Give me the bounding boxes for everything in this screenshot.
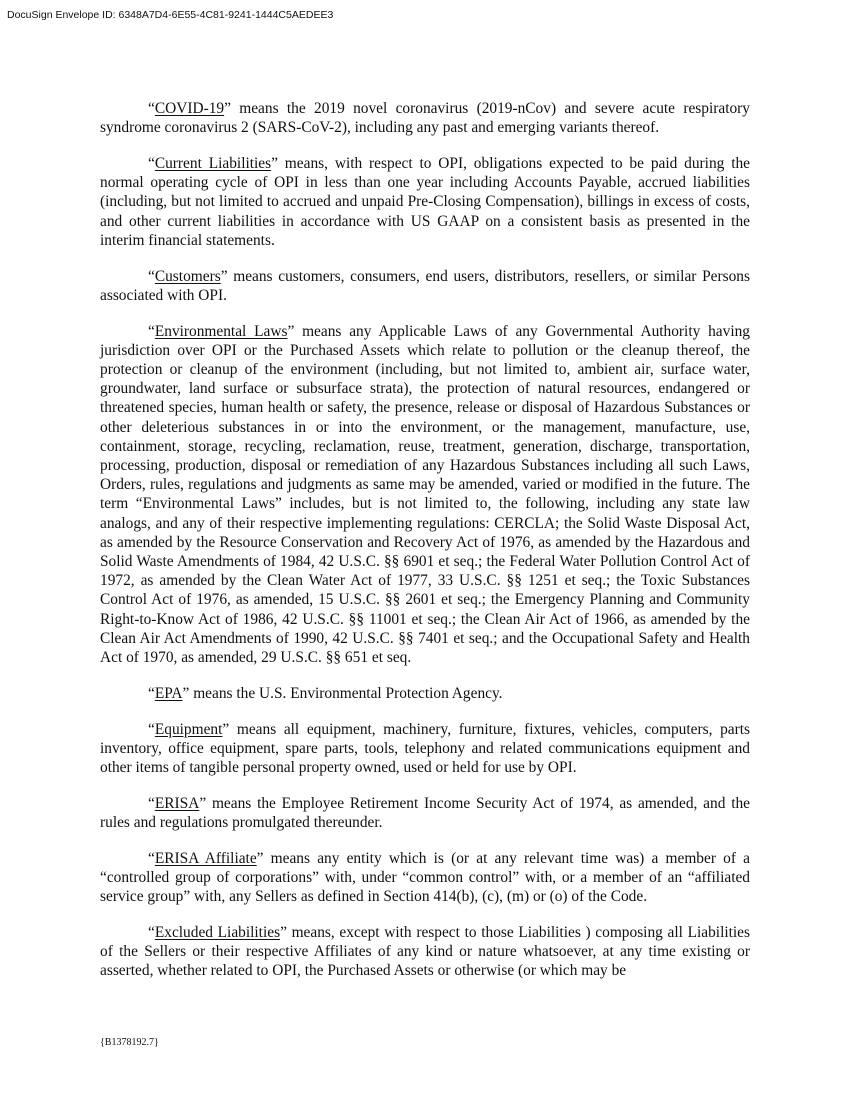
definition-text: ” means the 2019 novel coronavirus (2019-nCov) and severe acute respiratory syndrome coronavirus 2 (SARS-CoV-2), including any past and emerging variants thereof. xyxy=(100,100,750,137)
open-quote: “ xyxy=(148,684,155,702)
defined-term: Current Liabilities xyxy=(154,155,272,172)
definition-text: ” means customers, consumers, end users, distributors, resellers, or similar Persons associated with OPI. xyxy=(100,267,750,304)
definition-text: ” means any entity which is (or at any relevant time was) a member of a “controlled group of corporations” with, under “common control” with, or a member of an “affiliated service group” with, any Sellers as defined in Section 414(b), (c), (m) or (o) of the Code. xyxy=(100,849,750,906)
defined-term: EPA xyxy=(154,684,183,702)
definition-erisa xyxy=(100,794,750,832)
definition-current-liabilities xyxy=(100,154,750,250)
definition-covid-19 xyxy=(100,99,750,137)
open-quote: “ xyxy=(148,267,155,285)
open-quote: “ xyxy=(148,322,155,340)
definition-text: ” means any Applicable Laws of any Governmental Authority having jurisdiction over OPI or the Purchased Assets which relate to pollution or the cleanup thereof, the protection or cleanup of the environment (including, but not limited to, ambient air, surface water, groundwater, land surface or subsurface strata), the protection of natural resources, endangered or threatened species, human health or safety, the presence, release or disposal of Hazardous Substances or other deleterious substances in or into the environment, or the management, manufacture, use, containment, storage, recycling, reclamation, reuse, treatment, generation, discharge, transportation, processing, production, disposal or remediation of any Hazardous Substances including all such Laws, Orders, rules, regulations and judgments as same may be amended, varied or modified in the future. The term “Environmental Laws” includes, but is not limited to, the following, including any state law analogs, and any of their respective implementing regulations: CERCLA; the Solid Waste Disposal Act, as amended by the Resource Conservation and Recovery Act of 1976, as amended by the Hazardous and Solid Waste Amendments of 1984, 42 U.S.C. §§ 6901 et seq.; the Federal Water Pollution Control Act of 1972, as amended by the Clean Water Act of 1977, 33 U.S.C. §§ 1251 et seq.; the Toxic Substances Control Act of 1976, as amended, 15 U.S.C. §§ 2601 et seq.; the Emergency Planning and Community Right-to-Know Act of 1986, 42 U.S.C. §§ 11001 et seq.; the Clean Air Act of 1966, as amended by the Clean Air Act Amendments of 1990, 42 U.S.C. §§ 7401 et seq.; and the Occupational Safety and Health Act of 1970, as amended, 29 U.S.C. §§ 651 et seq. xyxy=(100,322,750,667)
document-body xyxy=(100,99,750,997)
defined-term: Excluded Liabilities xyxy=(154,924,281,942)
open-quote: “ xyxy=(148,794,155,812)
definition-environmental-laws xyxy=(100,322,750,668)
definition-equipment xyxy=(100,720,750,778)
open-quote: “ xyxy=(148,720,155,738)
definition-customers xyxy=(100,267,750,305)
docusign-envelope-id: DocuSign Envelope ID: 6348A7D4-6E55-4C81-9241-1444C5AEDEE3 xyxy=(7,9,334,21)
definition-epa xyxy=(100,684,750,703)
open-quote: “ xyxy=(148,849,155,867)
defined-term: Environmental Laws xyxy=(154,322,288,340)
definition-text: ” means the U.S. Environmental Protection Agency. xyxy=(182,684,503,702)
definition-text: ” means, except with respect to those Liabilities ) composing all Liabilities of the Sellers or their respective Affiliates of any kind or nature whatsoever, at any time existing or asserted, whether related to OPI, the Purchased Assets or otherwise (or which may be xyxy=(100,924,750,980)
document-footer-id: {B1378192.7} xyxy=(100,1037,159,1048)
definition-text: ” means, with respect to OPI, obligations expected to be paid during the normal operating cycle of OPI in less than one year including Accounts Payable, accrued liabilities (including, but not limited to accrued and unpaid Pre-Closing Compensation), billings in excess of costs, and other current liabilities in accordance with US GAAP on a consistent basis as presented in the interim financial statements. xyxy=(100,155,751,249)
open-quote: “ xyxy=(148,155,155,172)
defined-term: ERISA Affiliate xyxy=(154,849,257,867)
open-quote: “ xyxy=(148,924,155,942)
definition-excluded-liabilities xyxy=(100,923,750,981)
open-quote: “ xyxy=(148,100,155,117)
defined-term: Customers xyxy=(154,267,221,285)
definition-text: ” means the Employee Retirement Income Security Act of 1974, as amended, and the rules and regulations promulgated thereunder. xyxy=(100,794,750,832)
definition-text: ” means all equipment, machinery, furniture, fixtures, vehicles, computers, parts inventory, office equipment, spare parts, tools, telephony and related communications equipment and other items of tangible personal property owned, used or held for use by OPI. xyxy=(100,720,750,777)
definition-erisa-affiliate xyxy=(100,849,750,907)
defined-term: Equipment xyxy=(154,720,223,738)
defined-term: ERISA xyxy=(154,794,200,812)
defined-term: COVID-19 xyxy=(154,100,225,117)
